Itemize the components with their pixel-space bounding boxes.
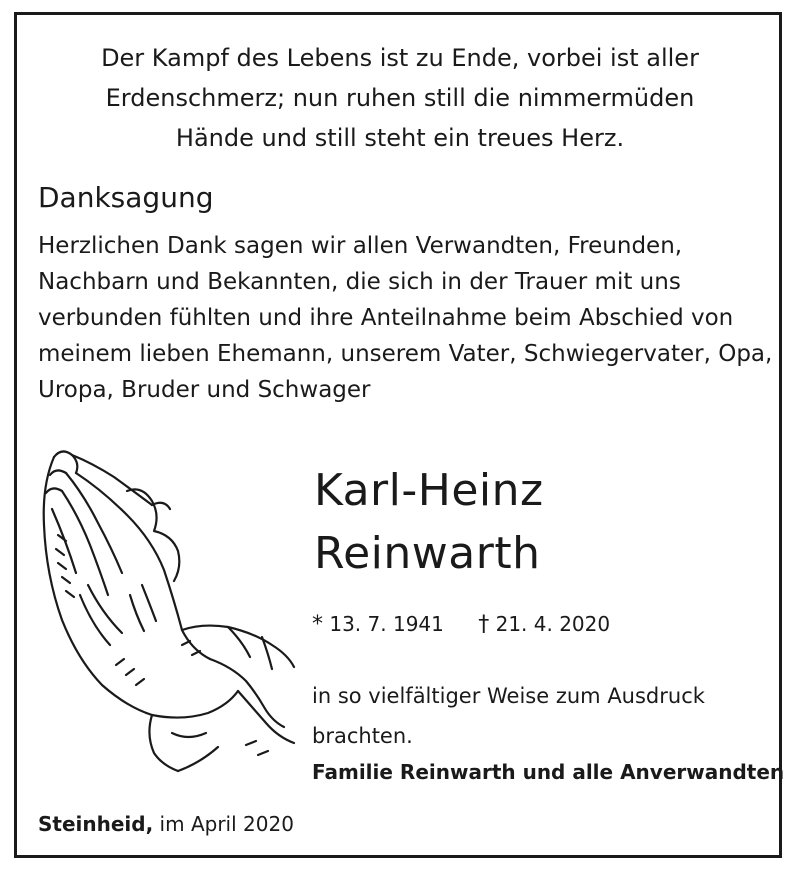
poem-line: Erdenschmerz; nun ruhen still die nimmermüden [105, 84, 695, 112]
family-signature: Familie Reinwarth und alle Anverwandten [312, 760, 785, 784]
thanks-text [38, 228, 773, 408]
thanks-line: verbunden fühlten und ihre Anteilnahme beim Abschied von [38, 305, 734, 331]
life-dates [312, 612, 610, 637]
poem-line: Der Kampf des Lebens ist zu Ende, vorbei ist aller [101, 44, 699, 72]
death-cross-icon: † [478, 612, 490, 637]
danksagung-heading: Danksagung [38, 181, 214, 214]
praying-hands-icon [32, 445, 302, 780]
thanks-line: meinem lieben Ehemann, unserem Vater, Schwiegervater, Opa, [38, 341, 773, 367]
deceased-last-name: Reinwarth [314, 528, 541, 579]
poem-line: Hände und still steht ein treues Herz. [175, 124, 625, 152]
birth-date: 13. 7. 1941 [329, 612, 444, 636]
place-town: Steinheid, [38, 812, 154, 836]
place-date-text: im April 2020 [153, 812, 294, 836]
closing-line: brachten. [312, 724, 413, 748]
closing-line: in so vielfältiger Weise zum Ausdruck [312, 684, 705, 708]
death-date: 21. 4. 2020 [495, 612, 611, 636]
thanks-line: Uropa, Bruder und Schwager [38, 377, 371, 403]
closing-text [312, 676, 705, 756]
place-date [38, 812, 294, 836]
birth-star-icon: * [312, 612, 323, 637]
thanks-line: Nachbarn und Bekannten, die sich in der Trauer mit uns [38, 269, 681, 295]
deceased-first-name: Karl-Heinz [314, 465, 544, 516]
poem [20, 38, 780, 158]
thanks-line: Herzlichen Dank sagen wir allen Verwandten, Freunden, [38, 233, 683, 259]
